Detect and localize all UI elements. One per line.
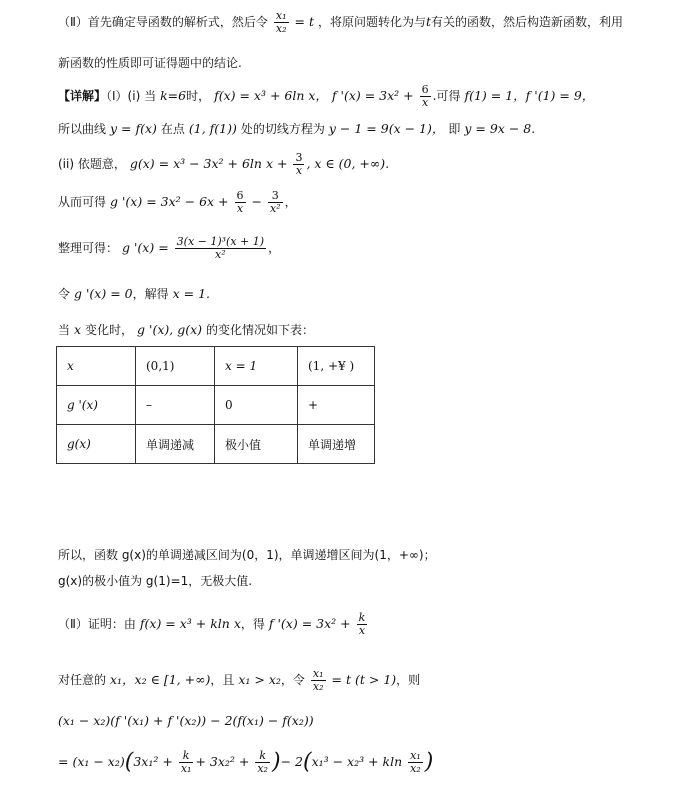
fraction-k-over-x1: $\frac{k}{\text{x₁}}$ bbox=[180, 749, 192, 775]
fraction-x1-over-x2: $\frac{\text{x₁}}{\text{x₂}}$ bbox=[312, 667, 324, 693]
fraction-3-over-x: $\frac{3}{x}$ bbox=[295, 151, 303, 177]
table-row: g(x) 单调递减 极小值 单调递增 bbox=[57, 425, 375, 464]
line-15: = (x₁ − x₂)(3x₁² + $\frac{k}{\text{x₁}}$ + 3x₂² + $\frac{k}{\text{x₂}}$ )− 2(x₁³ − x₂³ + kln $\frac{\text{x₁}}{\text{x₂}}$ ) bbox=[58, 749, 434, 775]
line-7: 整理可得： g '(x) = $\frac{\text{3(x − 1)³(x + 1)}}{\text{x²}}$ ， bbox=[58, 235, 281, 261]
line-5: (ii) 依题意， g(x) = x³ − 3x² + 6ln x + $\frac{3}{x}$ , x ∈ (0, +∞). bbox=[58, 151, 390, 177]
line-1: （Ⅱ）首先确定导函数的解析式，然后令 $\frac{\text{x₁}}{\text{x₂}}$ = t ，将原问题转化为与t有关的函数，然后构造新函数，利用 bbox=[58, 9, 624, 35]
line-9: 当 x 变化时， g '(x), g(x) 的变化情况如下表： bbox=[58, 322, 315, 337]
line-12: （Ⅱ）证明：由 f(x) = x³ + kln x，得 f '(x) = 3x² + $\frac{k}{x}$ bbox=[58, 611, 366, 637]
line-3: 【详解】（Ⅰ）(i) 当 k=6时， f(x) = x³ + 6ln x， f '(x) = 3x² + $\frac{6}{x}$ .可得 f(1) = 1，f '(1) = 9， bbox=[58, 83, 595, 109]
fraction-gprime: $\frac{\text{3(x − 1)³(x + 1)}}{\text{x²}}$ bbox=[176, 235, 265, 261]
table-row: x (0,1) x = 1 (1, +¥ ) bbox=[57, 347, 375, 386]
line-11: g(x)的极小值为 g(1)=1，无极大值. bbox=[58, 574, 253, 588]
fraction-k-over-x: $\frac{k}{x}$ bbox=[358, 611, 366, 637]
line-6: 从而可得 g '(x) = 3x² − 6x + $\frac{6}{x}$ − $\frac{3}{\text{x²}}$ ， bbox=[58, 189, 297, 215]
fraction-6-over-x: $\frac{6}{x}$ bbox=[421, 83, 429, 109]
line-8: 令 g '(x) = 0，解得 x = 1. bbox=[58, 286, 210, 301]
fraction-x1-over-x2: $\frac{\text{x₁}}{\text{x₂}}$ bbox=[275, 9, 287, 35]
variation-table bbox=[56, 346, 375, 464]
line-10: 所以，函数 g(x)的单调递减区间为(0，1)，单调递增区间为(1，+∞)； bbox=[58, 548, 436, 562]
fraction-3-over-x2: $\frac{3}{\text{x²}}$ bbox=[269, 189, 281, 215]
fraction-x1-over-x2: $\frac{\text{x₁}}{\text{x₂}}$ bbox=[410, 749, 421, 775]
detail-tag: 【详解】 bbox=[58, 89, 107, 103]
table-row: g '(x) – 0 + bbox=[57, 386, 375, 425]
fraction-6-over-x: $\frac{6}{x}$ bbox=[236, 189, 244, 215]
line-2: 新函数的性质即可证得题中的结论. bbox=[58, 56, 242, 70]
line-4: 所以曲线 y = f(x) 在点 (1, f(1)) 处的切线方程为 y − 1 = 9(x − 1)， 即 y = 9x − 8. bbox=[58, 121, 536, 136]
fraction-k-over-x2: $\frac{k}{\text{x₂}}$ bbox=[257, 749, 268, 775]
line-14: (x₁ − x₂)(f '(x₁) + f '(x₂)) − 2(f(x₁) − f(x₂)) bbox=[58, 713, 314, 728]
text: （Ⅱ）首先确定导函数的解析式，然后令 bbox=[58, 15, 268, 29]
line-13: 对任意的 x₁，x₂ ∈ [1, +∞)，且 x₁ > x₂，令 $\frac{\text{x₁}}{\text{x₂}}$ = t (t > 1)，则 bbox=[58, 667, 421, 693]
